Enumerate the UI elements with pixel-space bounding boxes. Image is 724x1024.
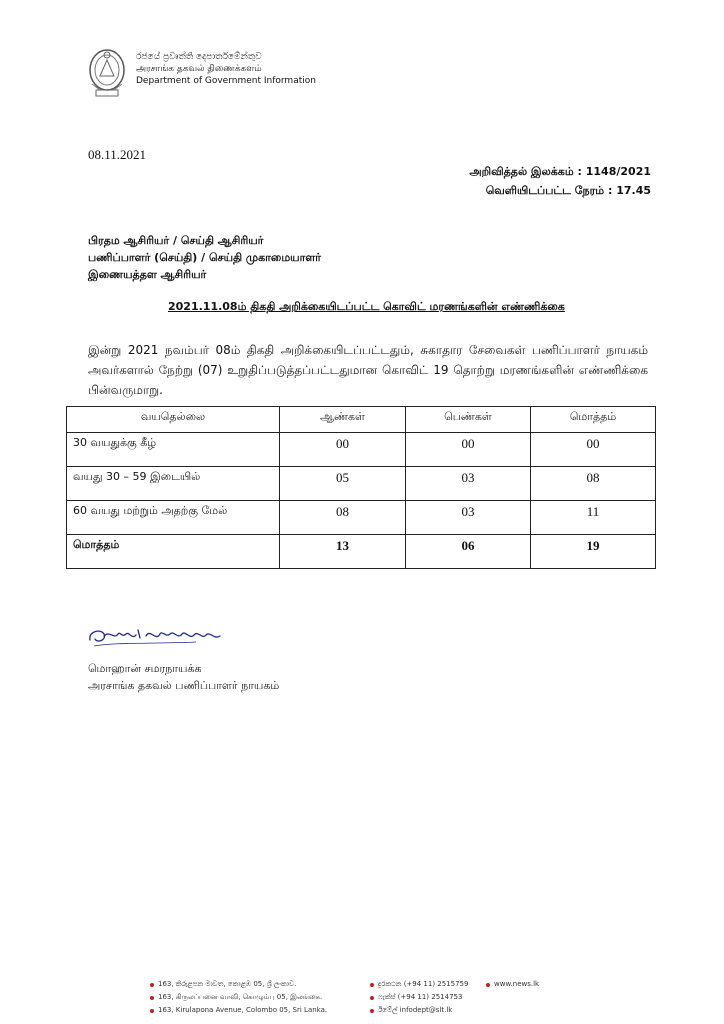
government-emblem-icon [86,46,128,100]
recipient-line: பிரதம ஆசிரியர் / செய்தி ஆசிரியர் [88,234,264,247]
email-label: ඊමේල් [378,1006,398,1014]
header-total: மொத்தம் [531,407,656,433]
row-label: 60 வயது மற்றும் அதற்கு மேல் [67,501,280,535]
grand-total: 19 [531,535,656,569]
recipient-line: பணிப்பாளர் (செய்தி) / செய்தி முகாமையாளர் [88,251,322,264]
fax-number: (+94 11) 2514753 [397,993,463,1001]
footer-address-line: 163, Kirulapona Avenue, Colombo 05, Sri Lanka. [158,1006,328,1014]
table-row [67,501,656,535]
footer-address-line: 163, கிருலப்பனை வாவி, கொழும்பு 05, இலங்கை. [158,993,323,1001]
covid-deaths-table [66,406,656,569]
footer-bullet [150,983,154,987]
male-count: 08 [280,501,406,535]
handwritten-signature [86,622,256,656]
release-number [469,165,651,180]
female-count: 00 [406,433,531,467]
fax-label: ෆැක්ස් [378,993,396,1001]
header-age-range: வயதெல்லை [67,407,280,433]
signer-title: அரசாங்க தகவல் பணிப்பாளர் நாயகம் [88,679,280,692]
recipient-line: இணையத்தள ஆசிரியர் [88,268,207,281]
row-label: 30 வயதுக்கு கீழ் [67,433,280,467]
female-total: 06 [406,535,531,569]
footer-bullet [370,1009,374,1013]
total-count: 08 [531,467,656,501]
total-count: 00 [531,433,656,467]
footer-bullet [370,996,374,1000]
male-total: 13 [280,535,406,569]
total-row-label: மொத்தம் [67,535,280,569]
table-total-row [67,535,656,569]
letterhead-english-name: Department of Government Information [136,76,316,86]
signer-name: மொஹான் சமரநாயக்க [88,662,202,675]
header-female: பெண்கள் [406,407,531,433]
release-number-label: அறிவித்தல் இலக்கம் : [469,165,582,178]
letterhead-tamil-name: அரசாங்க தகவல் திணைக்களம் [136,64,262,74]
footer-email [378,1006,452,1015]
table-row [67,467,656,501]
footer-phone [378,980,468,989]
female-count: 03 [406,467,531,501]
footer-bullet [370,983,374,987]
footer-address-line: 163, කිරුළපන මාවත, කොළඹ 05, ශ්‍රී ලංකාව. [158,980,297,988]
letterhead-sinhala-name: රජයේ ප්‍රවෘත්ති දෙපාර්තමේන්තුව [136,52,262,62]
footer-website[interactable]: www.news.lk [494,980,540,988]
release-time-label: வெளியிடப்பட்ட நேரம் : [485,184,613,197]
row-label: வயது 30 – 59 இடையில் [67,467,280,501]
release-number-value: 1148/2021 [585,165,651,178]
footer-fax [378,993,462,1002]
phone-number: (+94 11) 2515759 [403,980,469,988]
male-count: 00 [280,433,406,467]
footer-bullet [150,1009,154,1013]
total-count: 11 [531,501,656,535]
table-header-row [67,407,656,433]
document-date: 08.11.2021 [88,147,147,162]
male-count: 05 [280,467,406,501]
header-male: ஆண்கள் [280,407,406,433]
table-row [67,433,656,467]
body-paragraph: இன்று 2021 நவம்பர் 08ம் திகதி அறிக்கையிடப்பட்டதும், சுகாதார சேவைகள் பணிப்பாளர் நாயகம் அவர்களால் நேற்று (07) உறுதிப்படுத்தப்பட்டதுமான கொவிட் 19 தொற்று மரணங்களின் எண்ணிக்கை பின்வருமாறு. [88,343,648,397]
release-time [486,184,651,199]
email-address[interactable]: infodept@slt.lk [399,1006,453,1014]
footer-bullet [150,996,154,1000]
release-time-value: 17.45 [616,184,651,197]
female-count: 03 [406,501,531,535]
subject-heading: 2021.11.08ம் திகதி அறிக்கையிடப்பட்ட கொவிட் மரணங்களின் எண்ணிக்கை [168,300,565,313]
phone-label: දුරකථන [378,980,402,988]
footer-bullet [486,983,490,987]
